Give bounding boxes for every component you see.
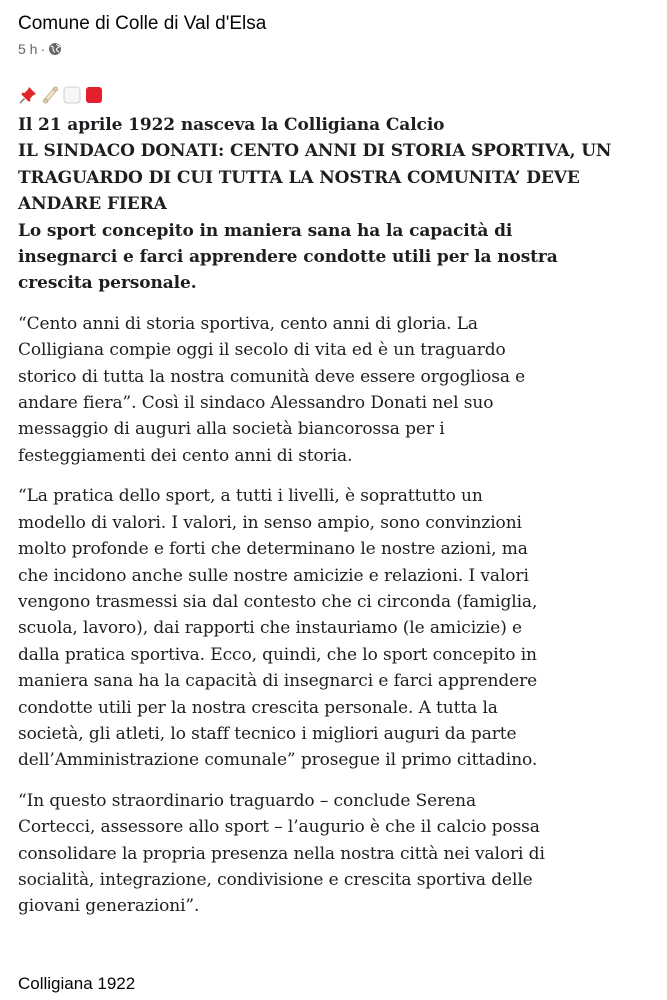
headline-line: insegnarci e farci apprendere condotte utili per la nostra	[18, 247, 558, 268]
post-body	[18, 112, 650, 920]
post-timestamp[interactable]: 5 h	[18, 41, 38, 57]
text-line: “In questo straordinario traguardo – conclude Serena	[18, 790, 476, 811]
headline-line: TRAGUARDO DI CUI TUTTA LA NOSTRA COMUNITA’ DEVE	[18, 167, 580, 188]
text-line: società, gli atleti, lo staff tecnico i migliori auguri da parte	[18, 723, 517, 744]
text-line: “La pratica dello sport, a tutti i livelli, è soprattutto un	[18, 486, 483, 507]
headline-line: Il 21 aprile 1922 nasceva la Colligiana Calcio	[18, 115, 445, 135]
paragraph-mayor-quote	[18, 311, 650, 469]
globe-icon[interactable]	[48, 42, 62, 56]
post-meta	[18, 40, 266, 58]
text-line: scuola, lavoro), dai rapporti che instauriamo (le amicizie) e	[18, 618, 522, 639]
headline-line: crescita personale.	[18, 273, 197, 294]
text-line: condotte utili per la nostra crescita personale. A tutta la	[18, 697, 498, 718]
text-line: andare fiera”. Così il sindaco Alessandro Donati nel suo	[18, 393, 494, 414]
headline-line: IL SINDACO DONATI: CENTO ANNI DI STORIA SPORTIVA, UN	[18, 141, 612, 162]
text-line: giovani generazioni”.	[18, 896, 200, 917]
footer-tag: Colligiana 1922	[18, 974, 136, 993]
text-line: dell’Amministrazione comunale” prosegue il primo cittadino.	[18, 750, 538, 771]
pushpin-icon	[18, 85, 38, 105]
text-line: Colligiana compie oggi il secolo di vita ed è un traguardo	[18, 340, 506, 361]
text-line: maniera sana ha la capacità di insegnarci e farci apprendere	[18, 671, 538, 692]
scroll-icon	[40, 85, 60, 105]
headline-line: Lo sport concepito in maniera sana ha la capacità di	[18, 220, 513, 241]
text-line: consolidare la propria presenza nella nostra città nei valori di	[18, 843, 545, 864]
meta-separator: ·	[40, 41, 46, 57]
text-line: Cortecci, assessore allo sport – l’augurio è che il calcio possa	[18, 817, 540, 838]
white-square-icon	[62, 85, 82, 105]
text-line: dalla pratica sportiva. Ecco, quindi, che lo sport concepito in	[18, 644, 537, 665]
text-line: che incidono anche sulle nostre amicizie e relazioni. I valori	[18, 565, 529, 586]
text-line: socialità, integrazione, condivisione e crescita sportiva delle	[18, 869, 533, 890]
post-headline	[18, 112, 650, 297]
text-line: molto profonde e forti che determinano le nostre azioni, ma	[18, 539, 528, 560]
text-line: vengono trasmessi sia dal contesto che ci circonda (famiglia,	[18, 591, 538, 612]
emoji-row	[18, 84, 104, 106]
red-square-icon	[84, 85, 104, 105]
paragraph-values	[18, 483, 650, 773]
text-line: modello di valori. I valori, in senso ampio, sono convinzioni	[18, 512, 522, 533]
text-line: messaggio di auguri alla società biancorossa per i	[18, 419, 445, 440]
text-line: storico di tutta la nostra comunità deve essere orgogliosa e	[18, 366, 526, 387]
text-line: festeggiamenti dei cento anni di storia.	[18, 445, 353, 466]
text-line: “Cento anni di storia sportiva, cento anni di gloria. La	[18, 313, 478, 334]
post-header	[18, 12, 266, 58]
page-name-link[interactable]: Comune di Colle di Val d'Elsa	[18, 13, 267, 34]
paragraph-assessor-quote	[18, 788, 650, 920]
headline-line: ANDARE FIERA	[18, 194, 167, 215]
